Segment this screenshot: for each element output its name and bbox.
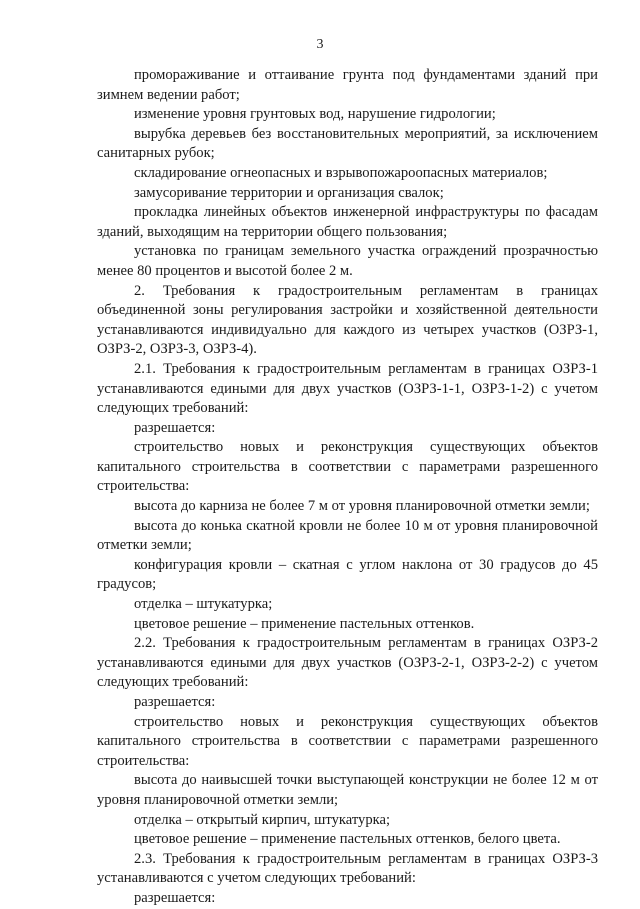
paragraph: 2.1. Требования к градостроительным регламентам в границах ОЗРЗ-1 устанавливаются едиными для двух участков (ОЗРЗ-1-1, ОЗРЗ-1-2) с учетом следующих требований: (97, 360, 598, 417)
document-body (97, 66, 598, 909)
page-number: 3 (316, 37, 324, 52)
paragraph: строительство новых и реконструкция существующих объектов капитального строительства в соответствии с параметрами разрешенного строительства: (97, 439, 598, 495)
paragraph: отделка – штукатурка; (134, 596, 273, 613)
paragraph: разрешается: (134, 694, 216, 710)
paragraph: изменение уровня грунтовых вод, нарушение гидрологии; (134, 106, 496, 123)
paragraph: цветовое решение – применение пастельных оттенков, белого цвета. (134, 831, 561, 848)
paragraph: вырубка деревьев без восстановительных мероприятий, за исключением санитарных рубок; (97, 125, 598, 162)
paragraph: установка по границам земельного участка ограждений прозрачностью менее 80 процентов и высотой более 2 м. (97, 243, 598, 279)
paragraph: высота до наивысшей точки выступающей конструкции не более 12 м от уровня планировочной отметки земли; (97, 772, 598, 808)
paragraph: разрешается: (134, 889, 216, 906)
paragraph: высота до карниза не более 7 м от уровня планировочной отметки земли; (134, 498, 590, 515)
paragraph: 2.3. Требования к градостроительным регламентам в границах ОЗРЗ-3 устанавливаются с учетом следующих требований: (97, 850, 598, 887)
paragraph: 2. Требования к градостроительным регламентам в границах объединенной зоны регулирования застройки и хозяйственной деятельности устанавливаются индивидуально для каждого из четырех участков (ОЗРЗ-1, ОЗРЗ-2, ОЗРЗ-3, ОЗРЗ-4). (97, 282, 598, 358)
paragraph: отделка – открытый кирпич, штукатурка; (134, 811, 391, 828)
paragraph: прокладка линейных объектов инженерной инфраструктуры по фасадам зданий, выходящим на территории общего пользования; (97, 204, 598, 240)
paragraph: складирование огнеопасных и взрывопожароопасных материалов; (134, 164, 548, 181)
paragraph: промораживание и оттаивание грунта под фундаментами зданий при зимнем ведении работ; (97, 67, 598, 103)
paragraph: 2.2. Требования к градостроительным регламентам в границах ОЗРЗ-2 устанавливаются едиными для двух участков (ОЗРЗ-2-1, ОЗРЗ-2-2) с учетом следующих требований: (97, 635, 598, 691)
paragraph: цветовое решение – применение пастельных оттенков. (134, 615, 475, 632)
paragraph: замусоривание территории и организация свалок; (134, 184, 444, 201)
paragraph: строительство новых и реконструкция существующих объектов капитального строительства в соответствии с параметрами разрешенного строительства: (97, 713, 598, 769)
paragraph: конфигурация кровли – скатная с углом наклона от 30 градусов до 45 градусов; (97, 556, 598, 593)
paragraph: разрешается: (134, 419, 216, 436)
paragraph: высота до конька скатной кровли не более 10 м от уровня планировочной отметки земли; (97, 517, 598, 554)
